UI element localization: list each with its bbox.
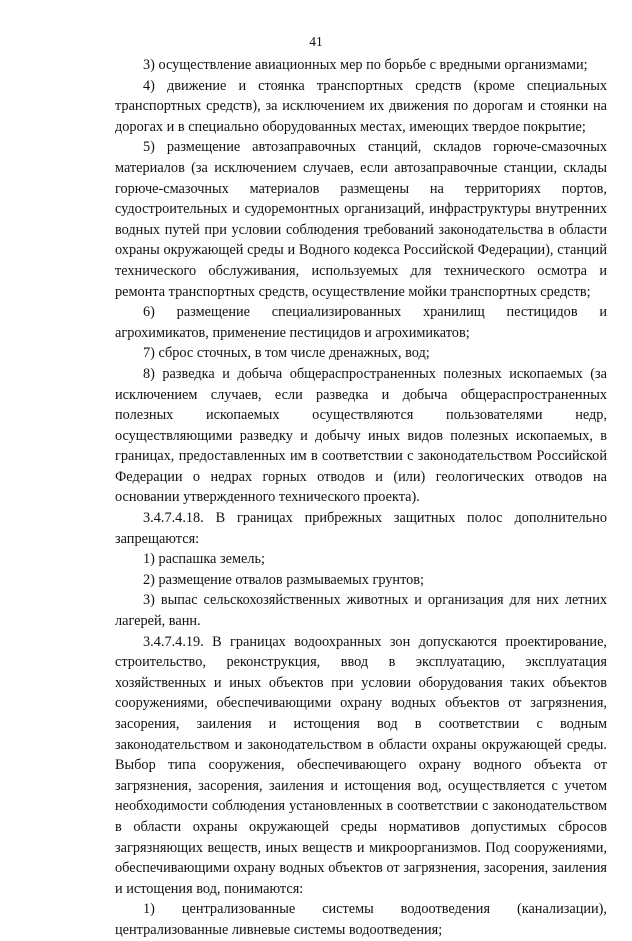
list-item-aviation-measures: 3) осуществление авиационных мер по борьбе с вредными организмами; <box>143 57 588 73</box>
section-paragraph-3-4-7-4-18: 3.4.7.4.18. В границах прибрежных защитных полос дополнительно запрещаются: <box>115 510 607 547</box>
document-body <box>115 55 607 941</box>
list-item-wastewater-discharge: 7) сброс сточных, в том числе дренажных, вод; <box>143 345 430 362</box>
list-item-livestock-grazing: 3) выпас сельскохозяйственных животных и организация для них летних лагерей, ванн. <box>115 592 607 630</box>
list-item-soil-dumps: 2) размещение отвалов размываемых грунтов; <box>143 571 425 588</box>
list-item-mineral-extraction: 8) разведка и добыча общераспространенных полезных ископаемых (за исключением случаев, если разведка и добыча общераспространенных полезных ископаемых осуществляются пользователями недр, осуществляющими разведку и добычу иных видов полезных ископаемых, в границах, предоставленных им в соответствии с законодательством Российской Федерации о недрах горных отводов и (или) геологических отводов на основании утвержденного технического проекта). <box>115 365 607 506</box>
list-item-vehicle-traffic: 4) движение и стоянка транспортных средств (кроме специальных транспортных средств), за исключением их движения по дорогам и стоянки на дорогах и в специально оборудованных местах, имеющих твердое покрытие; <box>115 77 607 135</box>
list-item-pesticide-storage: 6) размещение специализированных хранилищ пестицидов и агрохимикатов, применение пестицидов и агрохимикатов; <box>115 304 607 341</box>
section-paragraph-3-4-7-4-19: 3.4.7.4.19. В границах водоохранных зон допускаются проектирование, строительство, реконструкция, ввод в эксплуатацию, эксплуатация хозяйственных и иных объектов при условии оборудования таких объектов сооружениями, обеспечивающими охрану водных объектов от загрязнения, засорения, заиления и истощения вод в соответствии с водным законодательством и законодательством в области охраны окружающей среды. Выбор типа сооружения, обеспечивающего охрану водного объекта от загрязнения, засорения, заиления и истощения вод, осуществляется с учетом необходимости соблюдения установленных в соответствии с законодательством в области охраны окружающей среды нормативов допустимых сбросов загрязняющих веществ, иных веществ и микроорганизмов. Под сооружениями, обеспечивающими охрану водных объектов от загрязнения, засорения, заиления и истощения вод, понимаются: <box>115 633 607 897</box>
list-item-sewerage-systems: 1) централизованные системы водоотведения (канализации), централизованные ливневые системы водоотведения; <box>115 901 607 938</box>
page-number: 41 <box>309 34 323 49</box>
list-item-fuel-stations: 5) размещение автозаправочных станций, складов горюче-смазочных материалов (за исключением случаев, если автозаправочные станции, склады горюче-смазочных материалов размещены на территориях портов, судостроительных и судоремонтных организаций, инфраструктуры внутренних водных путей при условии соблюдения требований законодательства в области охраны окружающей среды и Водного кодекса Российской Федерации), станций технического обслуживания, используемых для технического осмотра и ремонта транспортных средств, осуществление мойки транспортных средств; <box>115 139 607 300</box>
list-item-plowing: 1) распашка земель; <box>143 551 265 568</box>
